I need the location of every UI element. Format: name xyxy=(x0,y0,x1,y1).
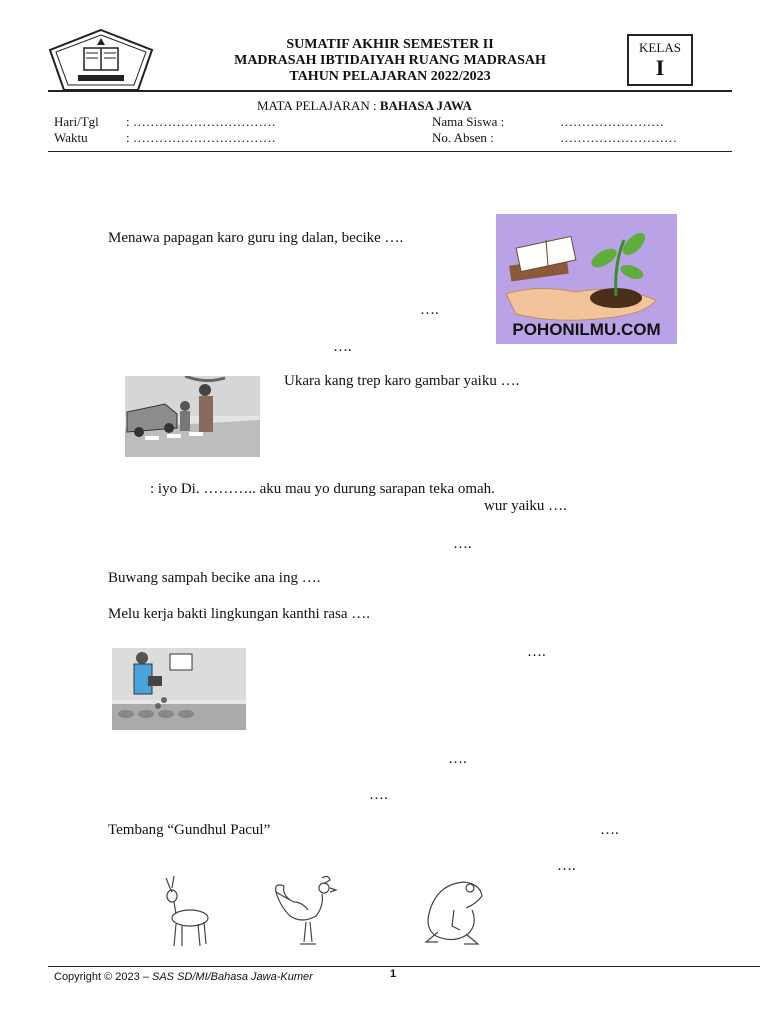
question-3: : iyo Di. ……….. aku mau yo durung sarapan teka omah. xyxy=(150,481,495,497)
dots-5: …. xyxy=(448,751,467,767)
question-3-continued: wur yaiku …. xyxy=(484,498,567,514)
kelas-label: KELAS xyxy=(639,40,681,55)
dots-7: …. xyxy=(600,822,619,838)
header-line-2: MADRASAH IBTIDAIYAH RUANG MADRASAH xyxy=(234,53,546,68)
subject-line xyxy=(257,98,472,114)
question-1: Menawa papagan karo guru ing dalan, becike …. xyxy=(108,230,404,246)
dots-3: …. xyxy=(453,536,472,552)
watermark-text: POHONILMU.COM xyxy=(512,320,661,339)
kelas-box xyxy=(627,34,693,86)
footer-copyright xyxy=(54,971,313,983)
frog-icon xyxy=(408,870,504,954)
dots-1: …. xyxy=(420,302,439,318)
dots-4: …. xyxy=(527,644,546,660)
waktu-field[interactable]: : …………………………… xyxy=(126,130,276,145)
nama-field[interactable]: …………………… xyxy=(560,114,664,129)
page-number: 1 xyxy=(390,968,397,980)
rooster-icon xyxy=(272,872,340,948)
question-6: Tembang “Gundhul Pacul” xyxy=(108,822,271,838)
subject-value: BAHASA JAWA xyxy=(379,98,472,113)
header-line-3: TAHUN PELAJARAN 2022/2023 xyxy=(289,69,491,84)
nama-label: Nama Siswa : xyxy=(432,114,505,129)
dots-8: …. xyxy=(557,858,576,874)
question-2: Ukara kang trep karo gambar yaiku …. xyxy=(284,373,520,389)
dots-6: …. xyxy=(369,787,388,803)
absen-field[interactable]: ……………………… xyxy=(560,130,677,145)
header-line-1: SUMATIF AKHIR SEMESTER II xyxy=(286,37,494,52)
deer-icon xyxy=(158,874,214,950)
hari-field[interactable]: : …………………………… xyxy=(126,114,276,129)
school-emblem-icon xyxy=(48,28,154,92)
hari-label: Hari/Tgl xyxy=(54,114,99,129)
footer-divider xyxy=(48,966,760,967)
waktu-label: Waktu xyxy=(54,130,88,145)
question-5: Melu kerja bakti lingkungan kanthi rasa …. xyxy=(108,606,371,622)
header-divider xyxy=(48,90,732,92)
question-4: Buwang sampah becike ana ing …. xyxy=(108,570,321,586)
dots-2: …. xyxy=(333,339,352,355)
street-crossing-illustration xyxy=(125,376,260,457)
document-name: SAS SD/MI/Bahasa Jawa-Kumer xyxy=(152,971,313,983)
watermark-image xyxy=(496,214,677,344)
info-divider xyxy=(48,151,732,152)
copyright-text: Copyright © 2023 – xyxy=(54,971,152,983)
absen-label: No. Absen : xyxy=(432,130,494,145)
kelas-value: I xyxy=(655,55,665,80)
littering-illustration xyxy=(112,648,246,730)
subject-label: MATA PELAJARAN : xyxy=(257,98,380,113)
